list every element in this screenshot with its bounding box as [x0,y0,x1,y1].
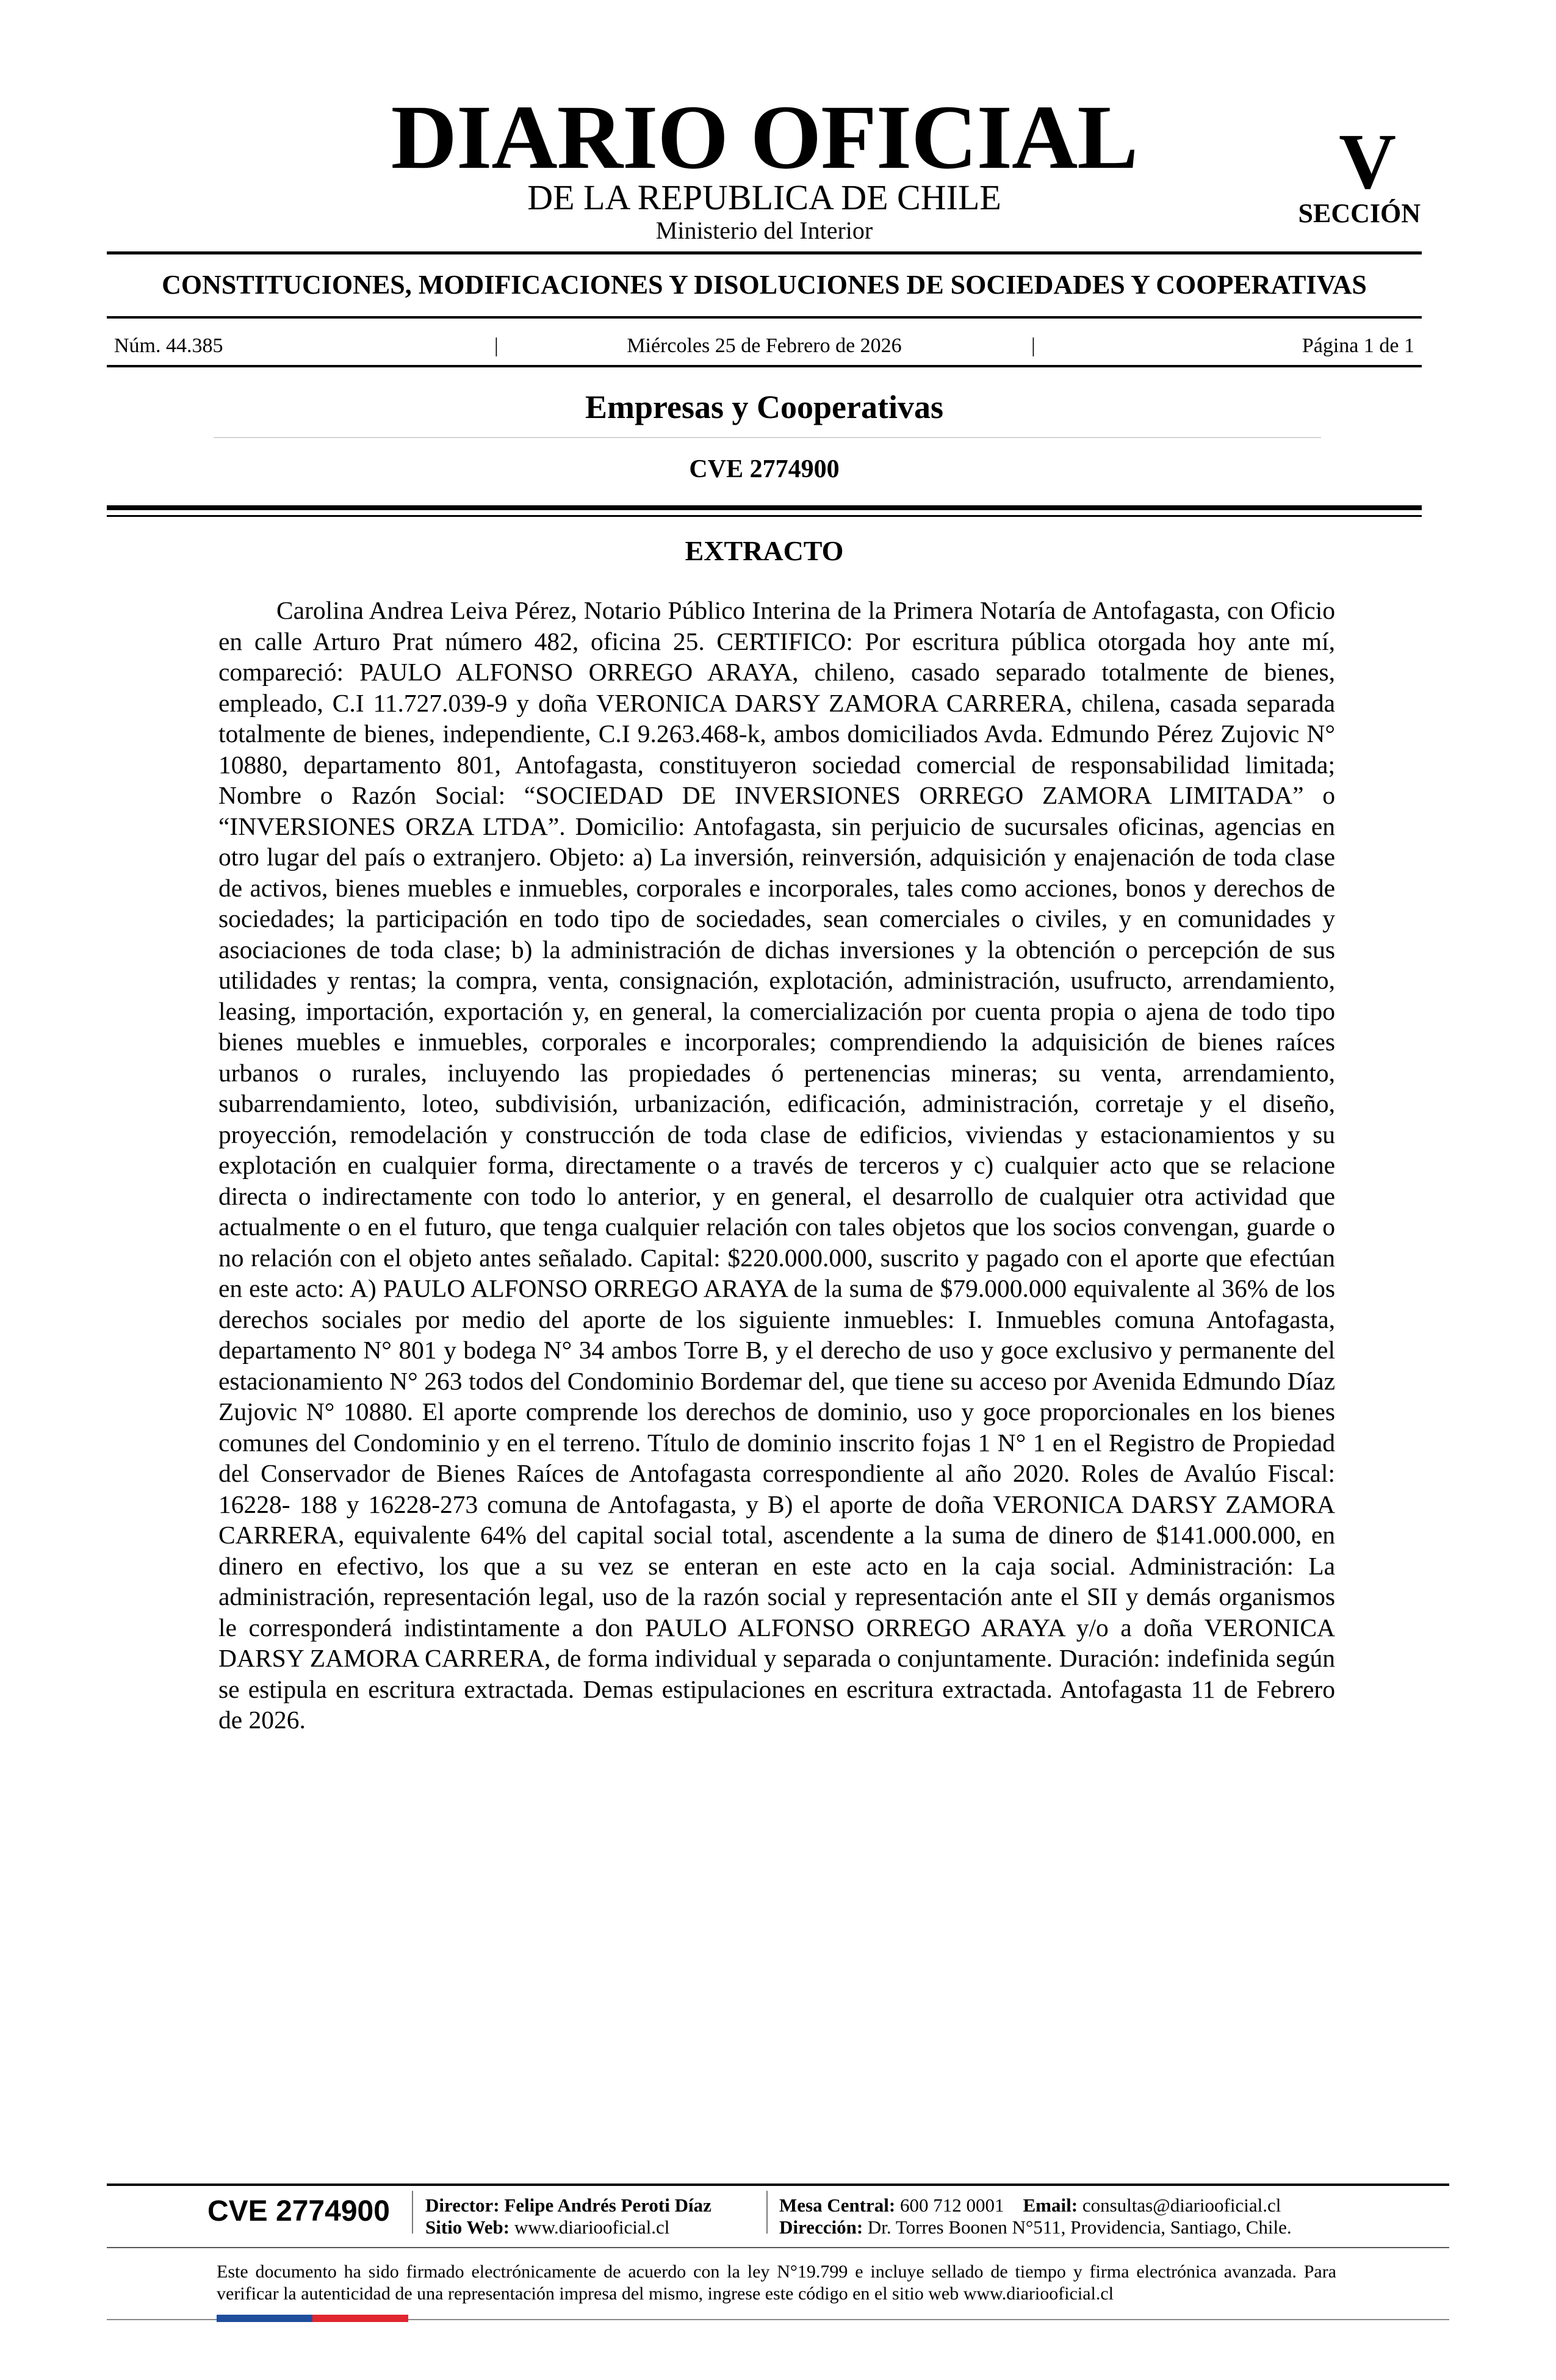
flag-stripe-red [312,2315,408,2322]
address-label: Dirección: [779,2216,863,2238]
article-body: Carolina Andrea Leiva Pérez, Notario Público Interina de la Primera Notaría de Antofagasta, con Oficio en calle Arturo Prat número 482, oficina 25. CERTIFICO: Por escritura pública otorgada hoy ante mí, compareció: PAULO ALFONSO ORREGO ARAYA, chileno, casado separado totalmente de bienes, empleado, C.I 11.727.039-9 y doña VERONICA DARSY ZAMORA CARRERA, chilena, casada separada totalmente de bienes, independiente, C.I 9.263.468-k, ambos domiciliados Avda. Edmundo Pérez Zujovic N° 10880, departamento 801, Antofagasta, constituyeron sociedad comercial de responsabilidad limitada; Nombre o Razón Social: “SOCIEDAD DE INVERSIONES ORREGO ZAMORA LIMITADA” o “INVERSIONES ORZA LTDA”. Domicilio: Antofagasta, sin perjuicio de sucursales oficinas, agencias en otro lugar del país o extranjero. Objeto: a) La inversión, reinversión, adquisición y enajenación de toda clase de activos, bienes muebles e inmuebles, corporales e incorporales, tales como acciones, bonos y derechos de sociedades; la participación en todo tipo de sociedades, sean comerciales o civiles, y en comunidades y asociaciones de toda clase; b) la administración de dichas inversiones y la obtención o percepción de sus utilidades y rentas; la compra, venta, consignación, explotación, administración, usufructo, arrendamiento, leasing, importación, exportación y, en general, la comercialización por cuenta propia o ajena de todo tipo bienes muebles e inmuebles, corporales e incorporales; comprendiendo la adquisición de bienes raíces urbanos o rurales, incluyendo las propiedades ó pertenencias mineras; su venta, arrendamiento, subarrendamiento, loteo, subdivisión, urbanización, edificación, administración, corretaje y el diseño, proyección, remodelación y construcción de toda clase de edificios, viviendas y estacionamientos y su explotación en cualquier forma, directamente o a través de terceros y c) cualquier acto que se relacione directa o indirectamente con todo lo anterior, y en general, el desarrollo de cualquier otra actividad que actualmente o en el futuro, que tenga cualquier relación con tales objetos que los socios convengan, guarde o no relación con el objeto antes señalado. Capital: $220.000.000, suscrito y pagado con el aporte que efectúan en este acto: A) PAULO ALFONSO ORREGO ARAYA de la suma de $79.000.000 equivalente al 36% de los derechos sociales por medio del aporte de los siguiente inmuebles: I. Inmuebles comuna Antofagasta, departamento N° 801 y bodega N° 34 ambos Torre B, y el derecho de uso y goce exclusivo y permanente del estacionamiento N° 263 todos del Condominio Bordemar del, que tiene su acceso por Avenida Edmundo Díaz Zujovic N° 10880. El aporte comprende los derechos de dominio, uso y goce proporcionales en los bienes comunes del Condominio y en el terreno. Título de dominio inscrito fojas 1 N° 1 en el Registro de Propiedad del Conservador de Bienes Raíces de Antofagasta correspondiente al año 2020. Roles de Avalúo Fiscal: 16228- 188 y 16228-273 comuna de Antofagasta, y B) el aporte de doña VERONICA DARSY ZAMORA CARRERA, equivalente 64% del capital social total, ascendente a la suma de dinero de $141.000.000, en dinero en efectivo, los que a su vez se enteran en este acto en la caja social. Administración: La administración, representación legal, uso de la razón social y representación ante el SII y demás organismos le corresponderá indistintamente a don PAULO ALFONSO ORREGO ARAYA y/o a doña VERONICA DARSY ZAMORA CARRERA, de forma individual y separada o conjuntamente. Duración: indefinida según se estipula en escritura extractada. Demas estipulaciones en escritura extractada. Antofagasta 11 de Febrero de 2026. [218,596,1335,1734]
footer-separator [766,2191,768,2234]
footer-cve-code: CVE 2774900 [207,2195,390,2227]
section-word: SECCIÓN [1298,198,1421,228]
flag-stripe [217,2315,408,2322]
director-label: Director: [425,2194,500,2216]
newspaper-subtitle: DE LA REPUBLICA DE CHILE [527,178,1001,217]
footer-contact-block [779,2194,1292,2238]
issue-info-row [107,333,1422,359]
section-divider [214,437,1321,438]
legal-notice: Este documento ha sido firmado electrónicamente de acuerdo con la ley N°19.799 e incluye sellado de tiempo y firma electrónica avanzada. Para verificar la autenticidad de una representación impresa del mismo, ingrese este código en el sitio web www.diariooficial.cl [217,2262,1336,2304]
masthead [107,87,1422,250]
newspaper-title: DIARIO OFICIAL [391,87,1138,188]
email-link[interactable]: consultas@diariooficial.cl [1082,2194,1281,2216]
flag-stripe-blue [217,2315,312,2322]
issue-separator: | [1031,334,1036,357]
address-text: Dr. Torres Boonen N°511, Providencia, Santiago, Chile. [867,2216,1292,2238]
section-name: Empresas y Cooperativas [585,389,943,425]
category-title: CONSTITUCIONES, MODIFICACIONES Y DISOLUCIONES DE SOCIEDADES Y COOPERATIVAS [162,270,1367,300]
email-label: Email: [1023,2194,1078,2216]
footer-divider [107,2247,1449,2248]
issue-separator: | [494,334,499,357]
article-heading: EXTRACTO [685,535,844,566]
phone-label: Mesa Central: [779,2194,896,2216]
section-letter: V [1339,118,1396,206]
issue-date: Miércoles 25 de Febrero de 2026 [627,334,902,357]
website-label: Sitio Web: [425,2216,510,2238]
cve-code: CVE 2774900 [689,455,840,483]
website-link[interactable]: www.diariooficial.cl [514,2216,670,2238]
issue-rule [107,365,1422,367]
phone-number: 600 712 0001 [900,2194,1004,2216]
page-indicator: Página 1 de 1 [1302,334,1414,357]
footer-director-block [425,2194,711,2238]
header-rule [107,251,1422,254]
director-name: Felipe Andrés Peroti Díaz [504,2194,711,2216]
footer-separator [412,2191,413,2234]
ministry-label: Ministerio del Interior [655,217,873,244]
cve-rule-thin [107,515,1422,517]
cve-rule-thick [107,505,1422,510]
footer-rule [107,2183,1449,2186]
category-rule [107,316,1422,319]
issue-number: Núm. 44.385 [114,334,223,357]
